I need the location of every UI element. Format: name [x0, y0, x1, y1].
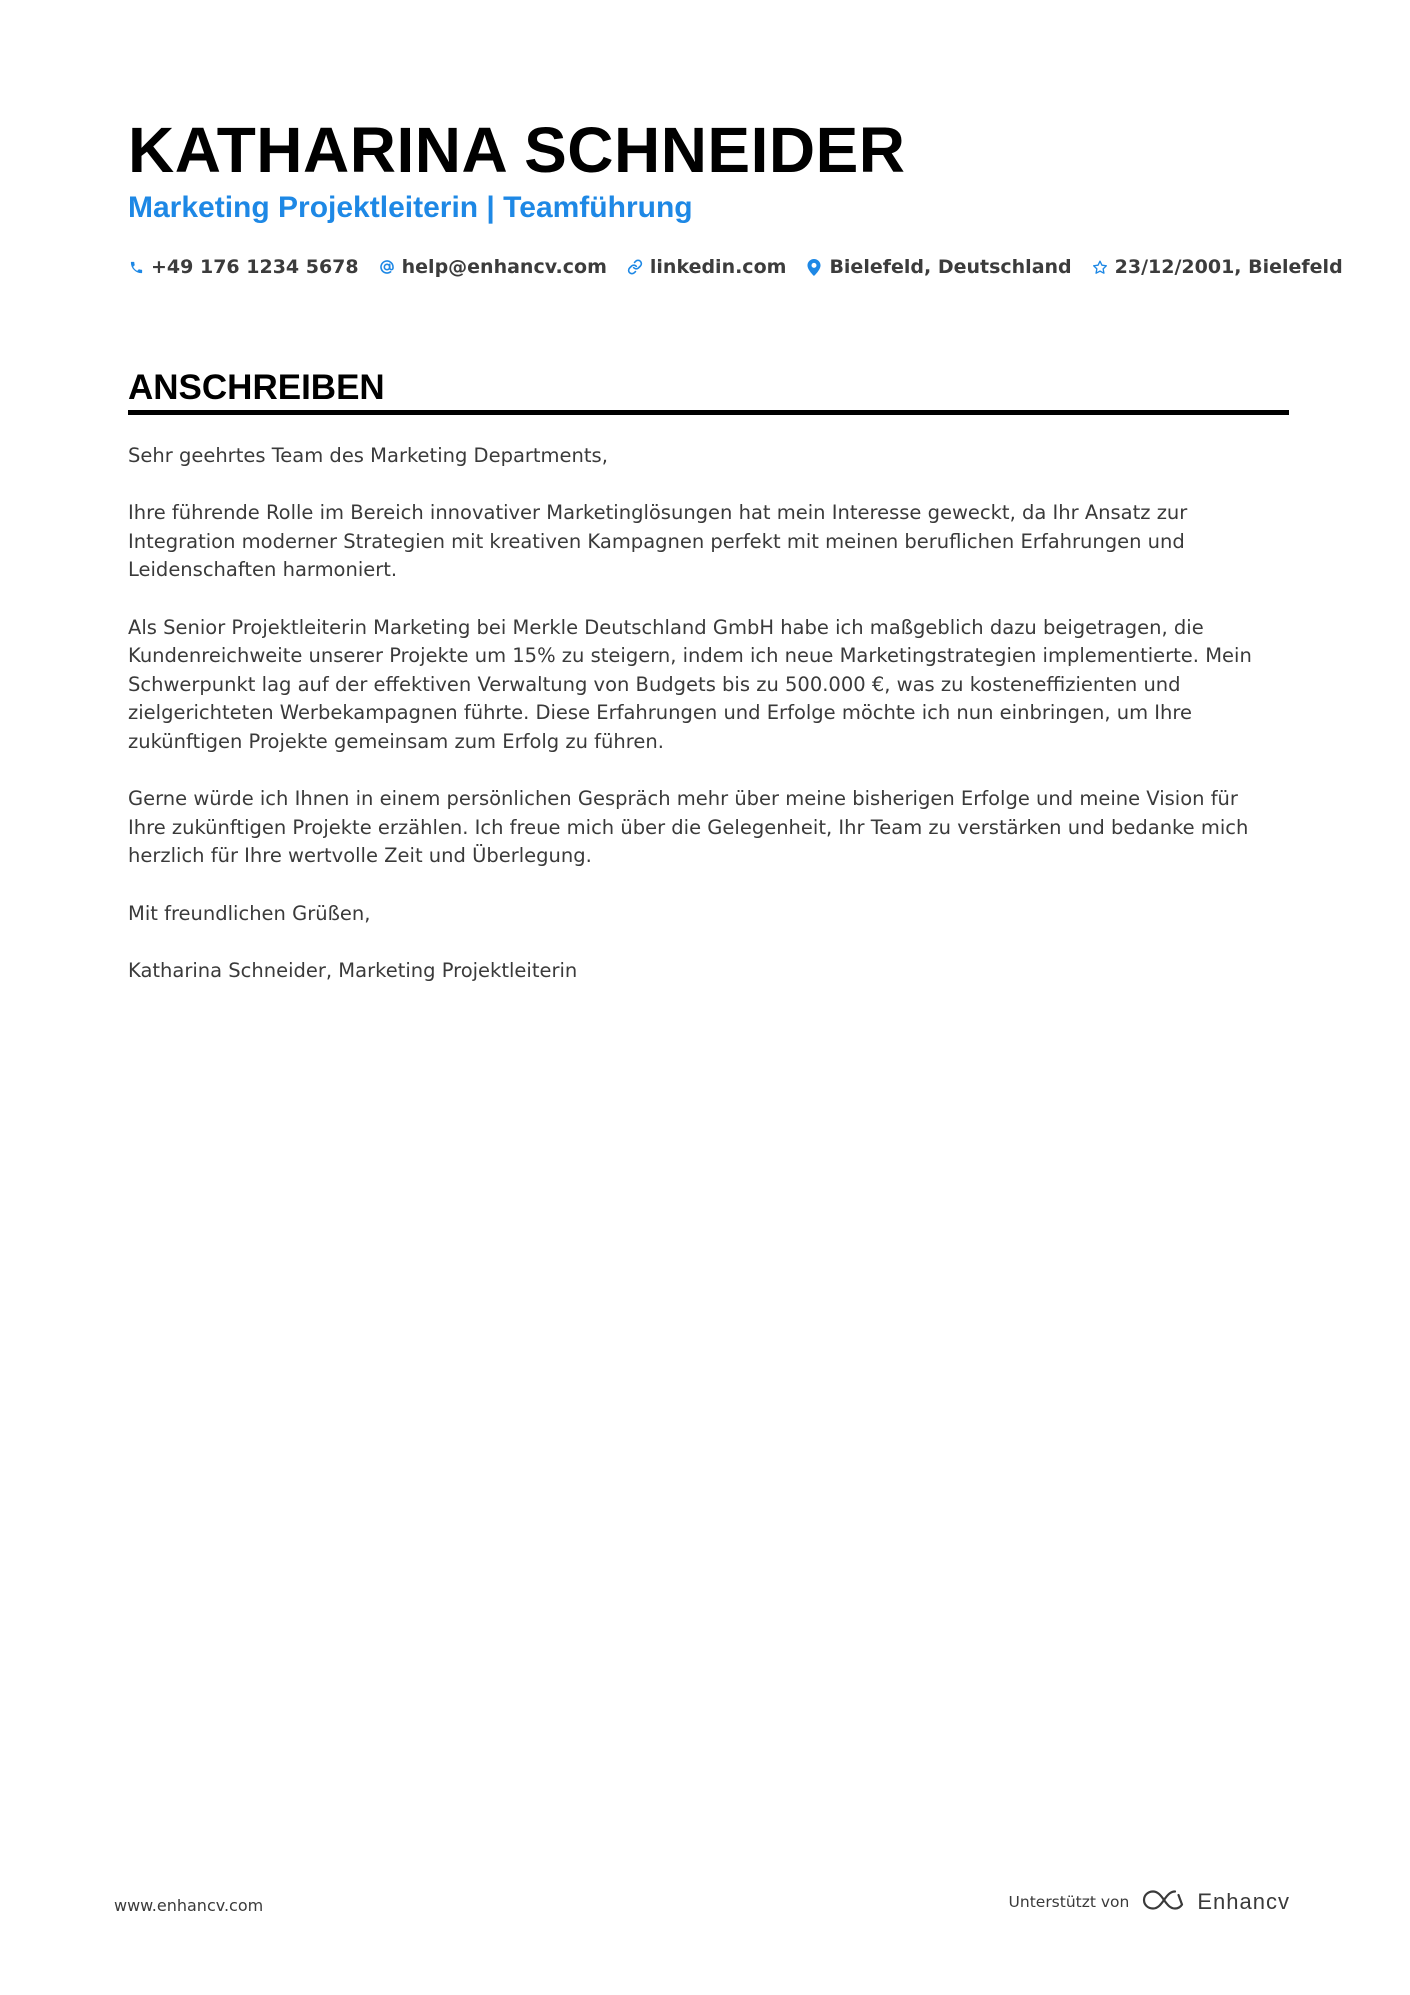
- contact-bar: [128, 254, 1343, 280]
- contact-birth: [1092, 254, 1343, 280]
- letter-body: [128, 442, 1278, 1014]
- contact-email: [379, 254, 607, 280]
- contact-linkedin-value: linkedin.com: [649, 256, 787, 278]
- contact-location-value: Bielefeld, Deutschland: [829, 256, 1072, 278]
- section-title: ANSCHREIBEN: [128, 368, 385, 407]
- footer-website: www.enhancv.com: [114, 1896, 264, 1915]
- powered-by-label: Unterstützt von: [1008, 1893, 1130, 1911]
- letter-paragraph: Als Senior Projektleiterin Marketing bei Merkle Deutschland GmbH habe ich maßgeblich dazu beigetragen, die Kundenreichweite unserer Projekte um 15% zu steigern, indem ich neue Marketingstrategien implementierte. Mein Schwerpunkt lag auf der effektiven Verwaltung von Budgets bis zu 500.000 €, was zu kosteneffizienten und zielgerichteten Werbekampagnen führte. Diese Erfahrungen und Erfolge möchte ich nun einbringen, um Ihre zukünftigen Projekte gemeinsam zum Erfolg zu führen.: [128, 615, 1252, 753]
- contact-linkedin: [627, 254, 787, 280]
- location-pin-icon: [806, 258, 822, 276]
- contact-phone-value: +49 176 1234 5678: [151, 256, 359, 278]
- brand-logo: [1141, 1888, 1290, 1916]
- contact-birth-value: 23/12/2001, Bielefeld: [1114, 256, 1343, 278]
- letter-paragraph: Gerne würde ich Ihnen in einem persönlichen Gespräch mehr über meine bisherigen Erfolge und meine Vision für Ihre zukünftigen Projekte erzählen. Ich freue mich über die Gelegenheit, Ihr Team zu verstärken und bedanke mich herzlich für Ihre wertvolle Zeit und Überlegung.: [128, 787, 1249, 868]
- candidate-role: Marketing Projektleiterin | Teamführung: [128, 191, 693, 224]
- letter-closing: Mit freundlichen Grüßen,: [128, 901, 371, 925]
- footer-branding: [1009, 1888, 1290, 1916]
- letter-signature: Katharina Schneider, Marketing Projektleiterin: [128, 958, 578, 982]
- contact-email-value: help@enhancv.com: [401, 256, 607, 278]
- infinity-logo-icon: [1141, 1888, 1187, 1916]
- letter-salutation: Sehr geehrtes Team des Marketing Departments,: [128, 444, 608, 467]
- at-sign-icon: [379, 258, 395, 276]
- brand-name: Enhancv: [1197, 1889, 1290, 1914]
- link-icon: [627, 258, 643, 276]
- star-icon: [1092, 258, 1108, 276]
- contact-location: [806, 254, 1071, 280]
- contact-phone: [128, 254, 359, 280]
- section-divider: [128, 410, 1289, 415]
- candidate-name: KATHARINA SCHNEIDER: [128, 114, 906, 186]
- phone-icon: [128, 258, 144, 276]
- letter-paragraph: Ihre führende Rolle im Bereich innovativer Marketinglösungen hat mein Interesse geweckt, da Ihr Ansatz zur Integration moderner Strategien mit kreativen Kampagnen perfekt mit meinen beruflichen Erfahrungen und Leidenschaften harmoniert.: [128, 501, 1188, 582]
